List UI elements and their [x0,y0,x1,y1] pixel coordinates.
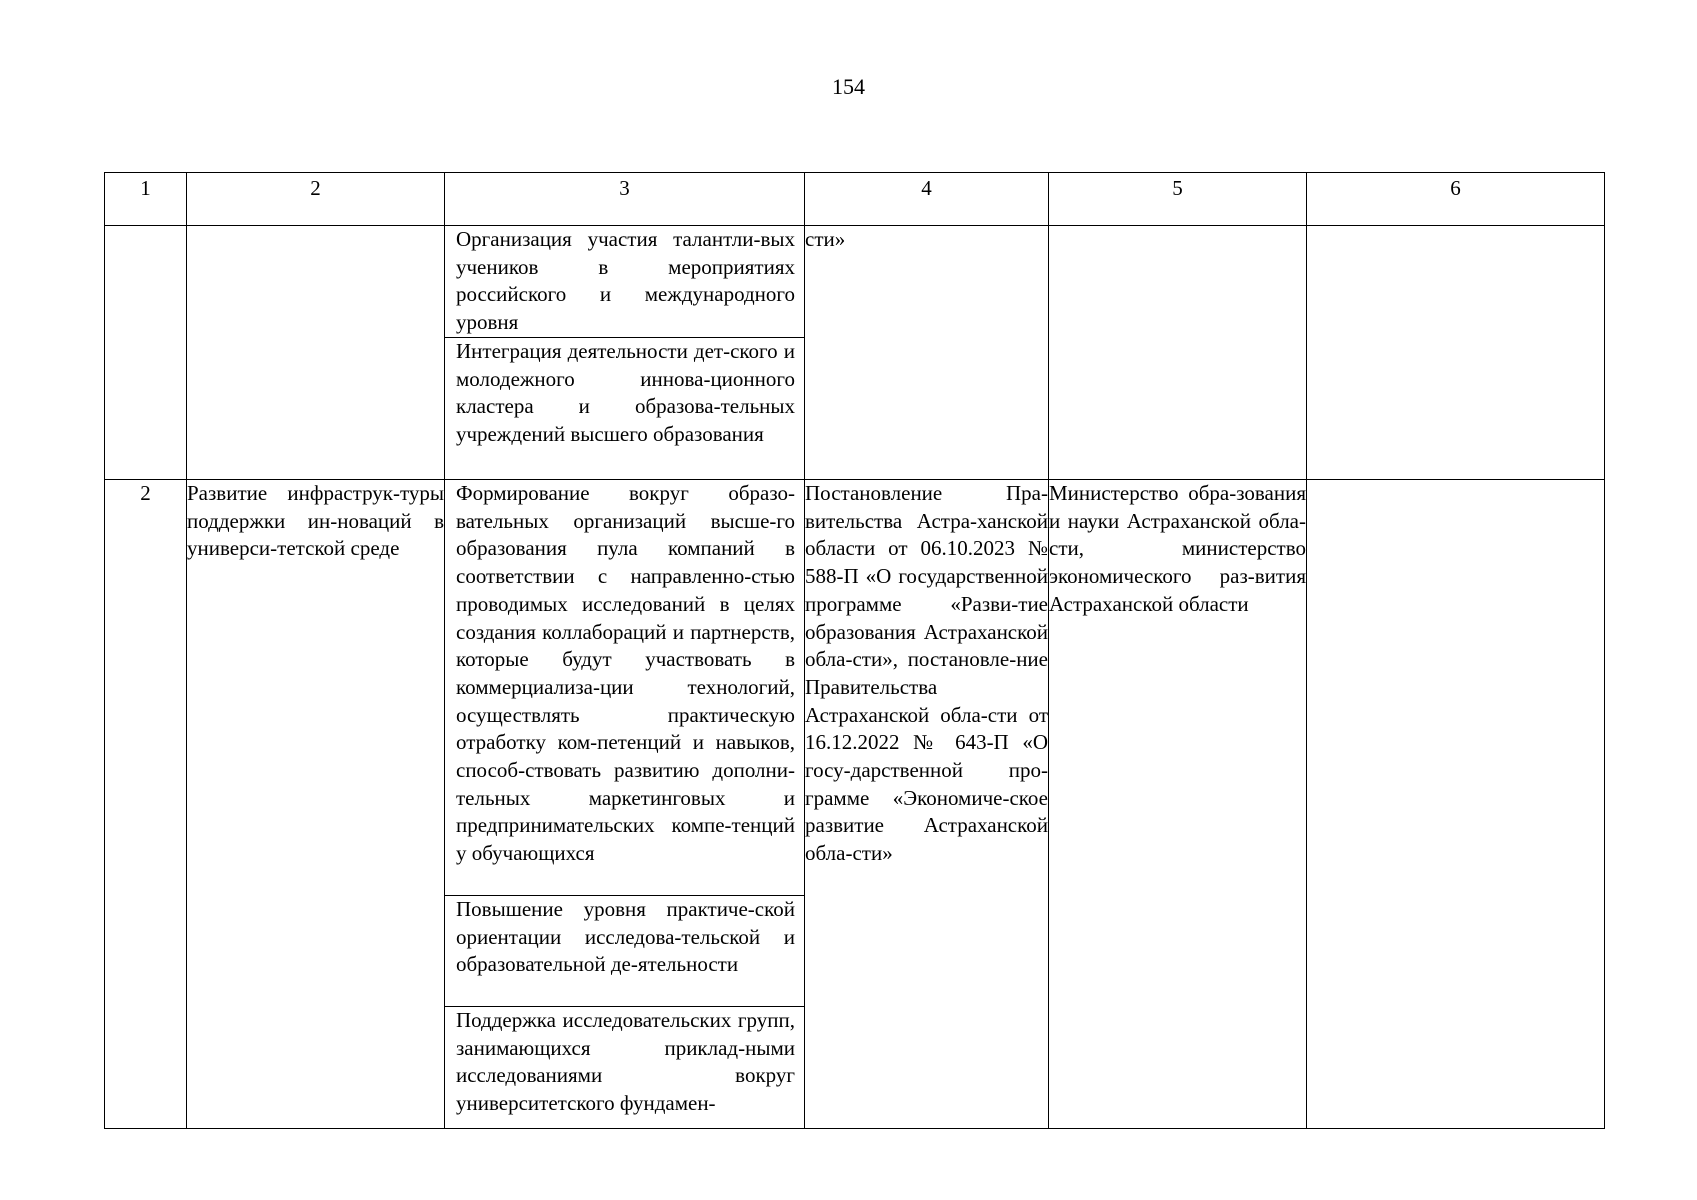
header-col-1: 1 [105,173,187,226]
row-a-notes [1307,226,1605,480]
header-col-2: 2 [187,173,445,226]
header-col-6: 6 [1307,173,1605,226]
row-a-measures [445,226,805,480]
measure-item: Организация участия талантли-вых учеников в мероприятиях российского и международного уровня [445,226,804,338]
row-a-direction [187,226,445,480]
row-b-notes [1307,480,1605,1129]
page-number: 154 [832,74,865,99]
table-row [105,480,1605,1129]
measure-item: Поддержка исследовательских групп, занимающихся приклад-ными исследованиями вокруг университетского фундамен- [456,1008,795,1116]
row-b-measures [445,480,805,1129]
row-a-number [105,226,187,480]
measure-item: Формирование вокруг образо-вательных организаций высше-го образования пула компаний в соответствии с направленно-стью проводимых исследований в целях создания коллабораций и партнерств, которые будут участвовать в коммерциализа-ции технологий, осуществлять практическую отработку ком-петенций и навыков, способ-ствовать развитию дополни-тельных маркетинговых и предпринимательских компе-тенций у обучающихся [445,480,804,896]
table-header-row [105,173,1605,226]
row-b-direction: Развитие инфраструк-туры поддержки ин-новаций в универси-тетской среде [187,480,445,1129]
row-b-number: 2 [105,480,187,1129]
measure-item: Повышение уровня практиче-ской ориентации исследова-тельской и образовательной де-ятельности [445,896,804,1007]
measure-item: Интеграция деятельности дет-ского и молодежного иннова-ционного кластера и образова-тельных учреждений высшего образования [456,339,795,447]
row-b-responsible: Министерство обра-зования и науки Астраханской обла-сти, министерство экономического раз-вития Астраханской области [1049,480,1307,1129]
header-col-3: 3 [445,173,805,226]
row-a-responsible [1049,226,1307,480]
header-col-5: 5 [1049,173,1307,226]
row-b-legal-basis: Постановление Пра-вительства Астра-ханской области от 06.10.2023 № 588-П «О государственной программе «Разви-тие образования Астраханской обла-сти», постановле-ние Правительства Астраханской обла-сти от 16.12.2022 № 643-П «О госу-дарственной про-грамме «Экономиче-ское развитие Астраханской обла-сти» [805,480,1049,1129]
row-a-legal-basis: сти» [805,226,1049,480]
table-row [105,226,1605,480]
header-col-4: 4 [805,173,1049,226]
document-table [104,172,1605,1129]
